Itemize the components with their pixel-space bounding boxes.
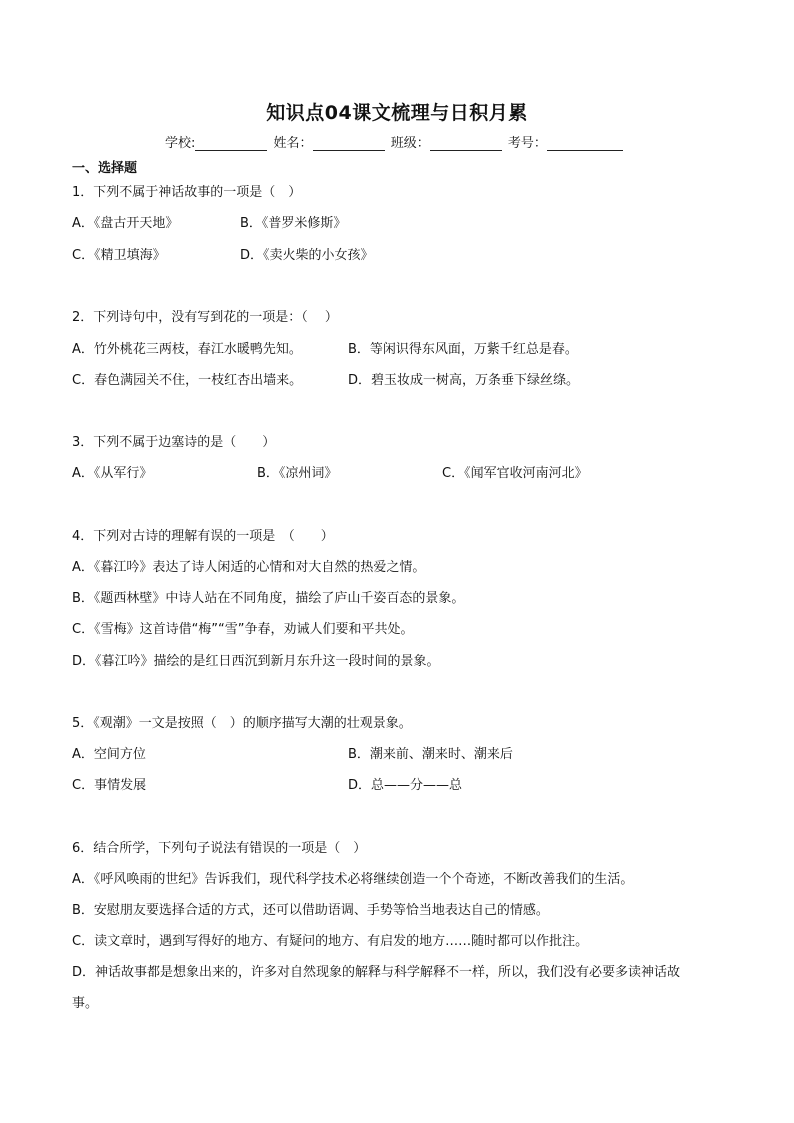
student-info-line (165, 132, 625, 151)
question-stem: 1．下列不属于神话故事的一项是（ ） (72, 185, 302, 200)
class-label: 班级： (390, 136, 430, 151)
option: B．安慰朋友要选择合适的方式，还可以借助语调、手势等恰当地表达自己的情感。 (72, 903, 549, 918)
option: A．《从军行》 (72, 466, 153, 481)
option: A．空间方位 (72, 747, 146, 762)
name-blank (313, 137, 385, 151)
option: C．读文章时，遇到写得好的地方、有疑问的地方、有启发的地方……随时都可以作批注。 (72, 934, 589, 949)
option: B．《普罗米修斯》 (240, 216, 347, 231)
option: A．《呼风唤雨的世纪》告诉我们，现代科学技术必将继续创造一个个奇迹，不断改善我们的生活。 (72, 872, 634, 887)
option: C．《精卫填海》 (72, 248, 166, 263)
option: D．神话故事都是想象出来的，许多对自然现象的解释与科学解释不一样，所以，我们没有必要多读神话故 (72, 965, 681, 980)
question-stem: 6．结合所学，下列句子说法有错误的一项是（ ） (72, 841, 367, 856)
option: A．竹外桃花三两枝，春江水暖鸭先知。 (72, 342, 302, 357)
name-label: 姓名： (273, 136, 313, 151)
option: C．《闻军官收河南河北》 (442, 466, 588, 481)
option: B．等闲识得东风面，万紫千红总是春。 (348, 342, 578, 357)
option: D．总——分——总 (348, 778, 463, 793)
option: A．《盘古开天地》 (72, 216, 179, 231)
question-stem: 4．下列对古诗的理解有误的一项是 （ ） (72, 529, 334, 544)
page-title: 知识点04课文梳理与日积月累 (266, 102, 528, 124)
exam-no-label: 考号： (507, 136, 547, 151)
question-stem: 5．《观潮》一文是按照（ ）的顺序描写大潮的壮观景象。 (72, 716, 412, 731)
option: B．《凉州词》 (257, 466, 338, 481)
section-title: 一、选择题 (72, 161, 138, 176)
option: B．《题西林壁》中诗人站在不同角度，描绘了庐山千姿百态的景象。 (72, 591, 465, 606)
school-label: 学校: (165, 136, 196, 151)
question-stem: 2．下列诗句中，没有写到花的一项是：（ ） (72, 310, 338, 325)
option: A．《暮江吟》表达了诗人闲适的心情和对大自然的热爱之情。 (72, 560, 426, 575)
option: C．春色满园关不住，一枝红杏出墙来。 (72, 373, 303, 388)
option: B．潮来前、潮来时、潮来后 (348, 747, 513, 762)
option: C．事情发展 (72, 778, 147, 793)
class-blank (430, 137, 502, 151)
option: D．《卖火柴的小女孩》 (240, 248, 374, 263)
option: D．碧玉妆成一树高，万条垂下绿丝绦。 (348, 373, 580, 388)
option-continuation: 事。 (72, 996, 99, 1011)
question-stem: 3．下列不属于边塞诗的是（ ） (72, 435, 276, 450)
option: C．《雪梅》这首诗借“梅”“雪”争春，劝诫人们要和平共处。 (72, 622, 414, 637)
school-blank (195, 137, 267, 151)
option: D．《暮江吟》描绘的是红日西沉到新月东升这一段时间的景象。 (72, 654, 440, 669)
exam-no-blank (547, 137, 623, 151)
